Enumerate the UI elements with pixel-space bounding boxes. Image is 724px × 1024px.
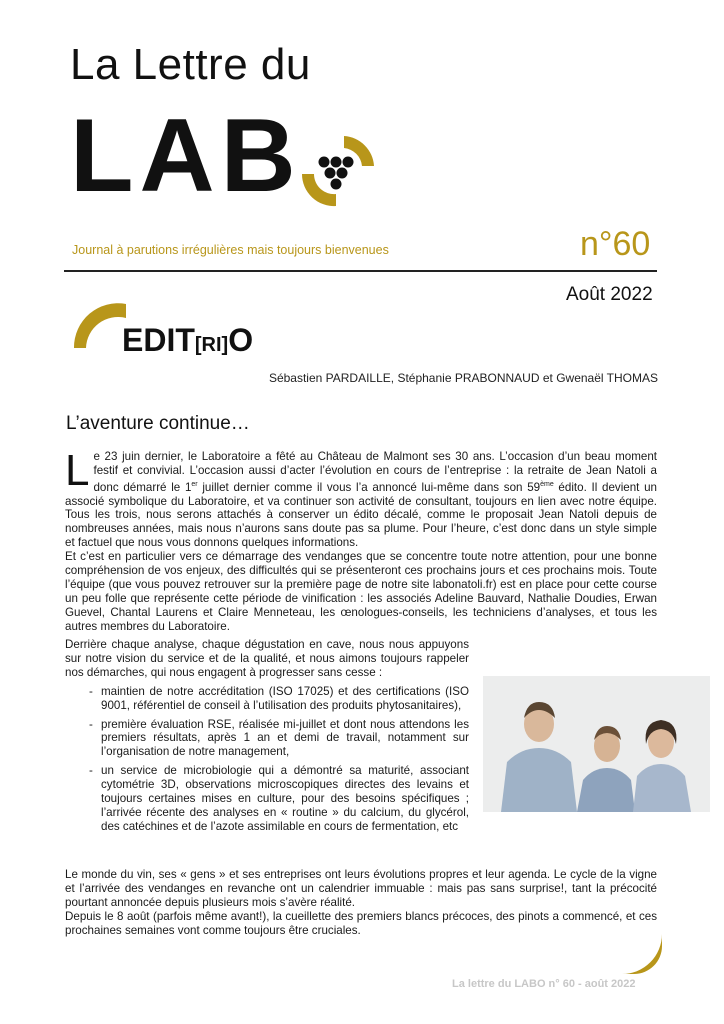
editorial-label [122, 322, 253, 359]
newsletter-title-lab: LAB [70, 98, 302, 214]
issue-number: n°60 [580, 225, 651, 263]
paragraph-1-part-c: édito. Il devient un associé symbolique du Laboratoire, et va continuer son activité de consultant, toujours en lien avec notre équipe. Tous les trois, nous serons attachés à conserver un édito décalé, comme le proposait Jean Natoli depuis de nombreuses années, mais nous n’aurons sans doute pas sa plume. Pour l’heure, c’est donc dans un style simple et factuel que nous vous donnons quelques informations. [65, 480, 657, 550]
list-item: - un service de microbiologie qui a démontré sa maturité, associant cytométrie 3D, observations microscopiques directes des levains et toujours certaines mises en culture, pour des besoins spécifiques ; l’arrivée récente des analyses en « routine » du calcium, du glycérol, des catéchines et de l’azote assimilable en cours de fermentation, etc [65, 764, 469, 834]
issue-date: Août 2022 [566, 284, 653, 305]
editorial-label-bracket: [RI] [194, 334, 229, 356]
superscript-er: er [191, 480, 198, 488]
list-item: - première évaluation RSE, réalisée mi-juillet et dont nous attendons les premiers résultats, après 1 an et demi de travail, notamment sur l’organisation de notre management, [65, 718, 469, 760]
paragraph-5: Depuis le 8 août (parfois même avant!), la cueillette des premiers blancs précoces, des pinots a commencé, et ces prochaines semaines vont comme toujours être cruciales. [65, 909, 657, 937]
paragraph-4: Le monde du vin, ses « gens » et ses entreprises ont leurs évolutions propres et leur agenda. Le cycle de la vigne et l’arrivée des vendanges en revanche ont un calendrier immuable : mais pas sans surprise!, tant la précocité pourtant annoncée depuis plusieurs mois s’avère réalité. [65, 868, 657, 909]
intro-text [65, 446, 657, 634]
paragraph-1-part-a: e 23 juin dernier, le Laboratoire a fêté au Château de Malmont ses 30 ans. L’occasion d’un beau moment festif et convivial. L’occasion aussi d’acter l’évolution en cours de l’entreprise : la retraite de Jean Natoli a donc démarré le 1 [93, 450, 657, 494]
header-divider [64, 270, 657, 272]
tagline: Journal à parutions irrégulières mais toujours bienvenues [72, 243, 389, 257]
superscript-eme: ème [540, 480, 554, 488]
paragraph-1-part-b: juillet dernier comme il vous l’a annoncé lui-même dans son 59 [197, 480, 541, 494]
paragraph-2: Et c’est en particulier vers ce démarrage des vendanges que se concentre toute notre attention, pour une bonne compréhension de vos enjeux, des difficultés qui se présenteront ces prochains jours et ces prochains mois. Toute l’équipe (que vous pouvez retrouver sur la première page de notre site labonatoli.fr) est en place pour cette course un peu folle que représente cette période de vinification : les associés Adeline Bauvard, Nathalie Doudies, Erwan Guevel, Chantal Laurens et Claire Menneteau, les œnologues-conseils, les techniciens d’analyses, et tous les autres membres du Laboratoire. [65, 550, 657, 633]
team-photo [483, 676, 710, 812]
grape-logo-icon [296, 126, 380, 210]
footer-arc-icon [616, 930, 666, 980]
commitments-text [65, 638, 469, 834]
closing-text [65, 868, 657, 938]
editorial-label-edit: EDIT [122, 322, 195, 358]
editorial-label-o: O [228, 322, 254, 358]
commitments-list [65, 685, 469, 834]
list-item: - maintien de notre accréditation (ISO 17025) et des certifications (ISO 9001, référentiel de conseil à l’utilisation des produits phytosanitaires), [65, 685, 469, 713]
drop-cap: L [65, 446, 90, 495]
paragraph-3: Derrière chaque analyse, chaque dégustation en cave, nous nous appuyons sur notre vision du service et de la qualité, et nous aimons toujours rappeler nos démarches, qui nous engagent à progresser sans cesse : [65, 638, 469, 679]
newsletter-title-line1: La Lettre du [70, 40, 311, 89]
paragraph-1 [65, 446, 657, 550]
authors: Sébastien PARDAILLE, Stéphanie PRABONNAUD et Gwenaël THOMAS [268, 371, 658, 385]
footer-text: La lettre du LABO n° 60 - août 2022 [452, 978, 636, 990]
section-heading: L’aventure continue… [66, 413, 250, 434]
